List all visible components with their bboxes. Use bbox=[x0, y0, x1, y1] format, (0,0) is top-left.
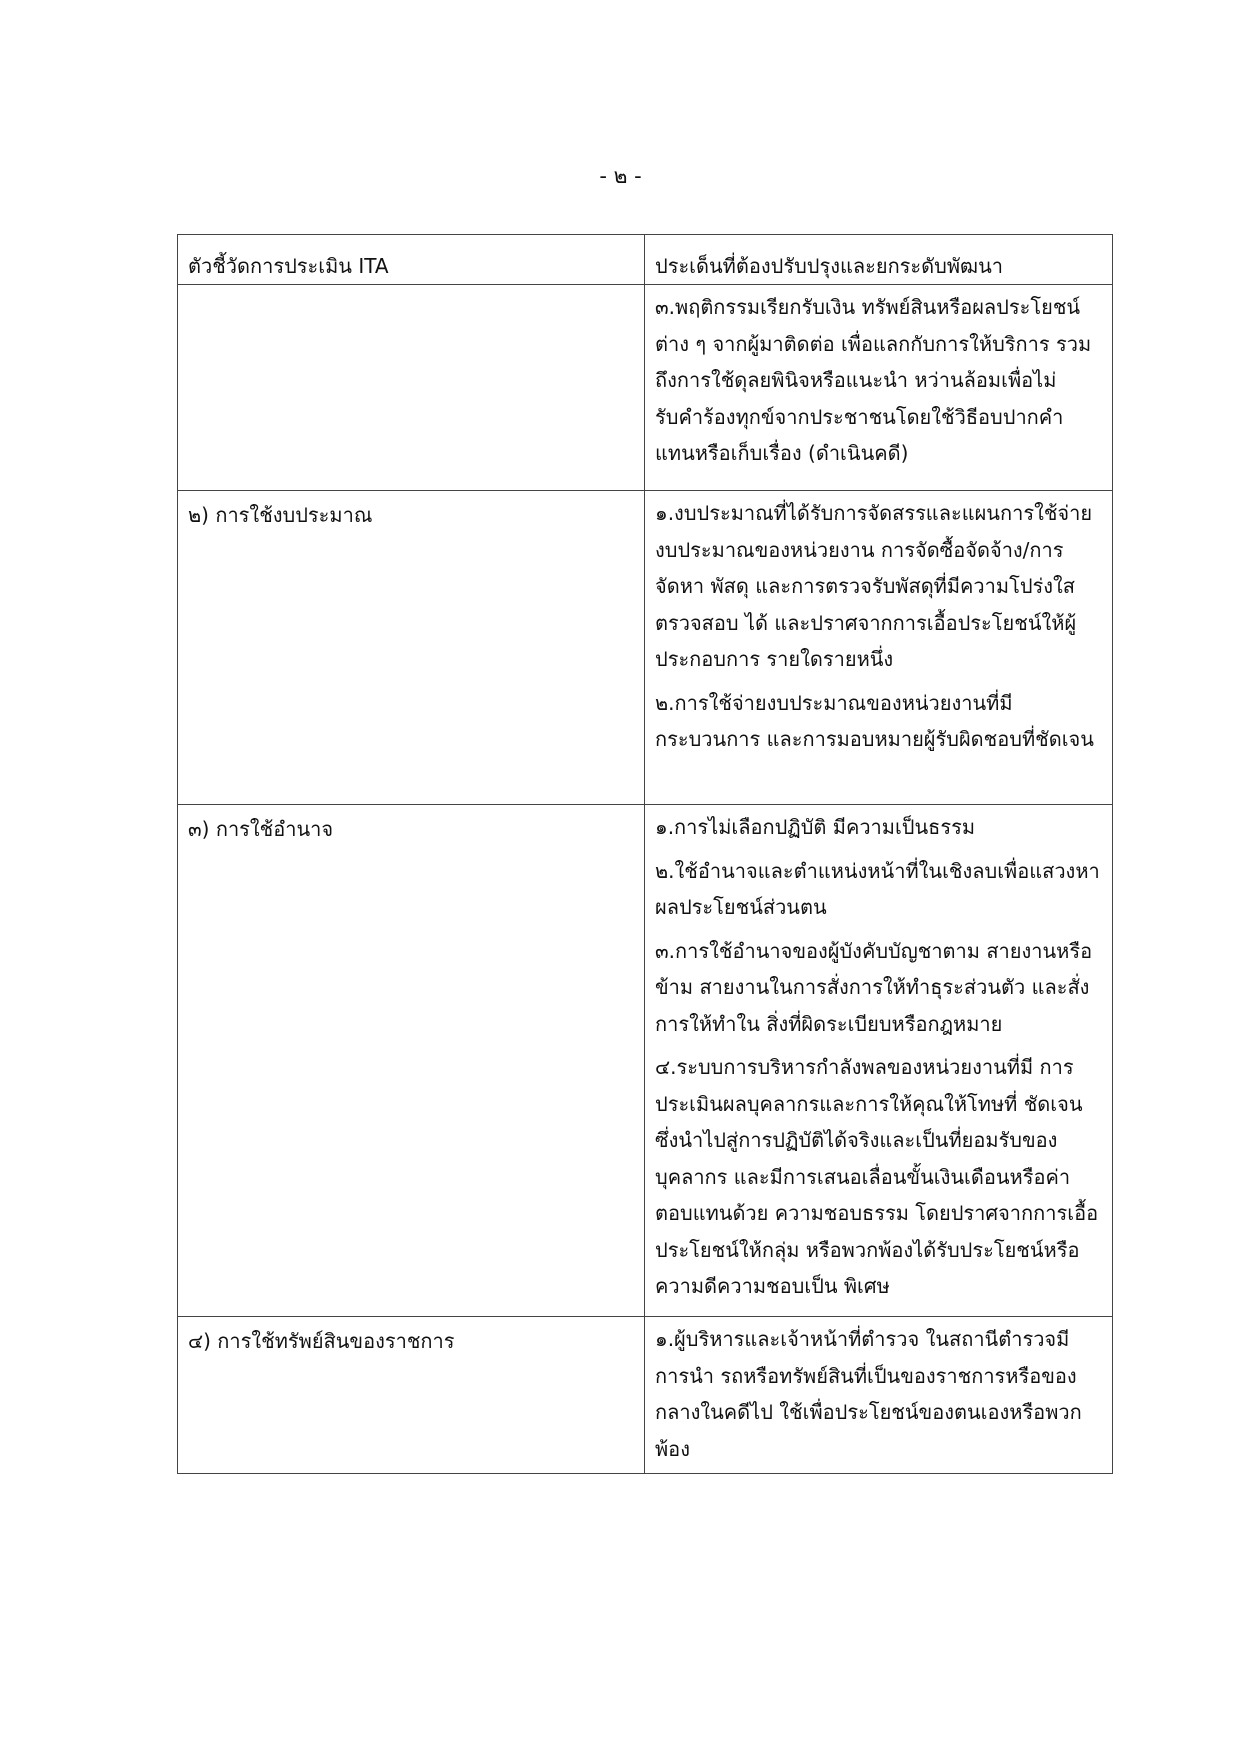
table-header-row bbox=[178, 235, 1113, 285]
ita-assessment-table bbox=[177, 234, 1113, 1474]
indicator-cell bbox=[178, 285, 645, 491]
indicator-cell: ๒) การใช้งบประมาณ bbox=[178, 491, 645, 805]
header-indicator: ตัวชี้วัดการประเมิน ITA bbox=[178, 235, 645, 285]
issue-item: ๑.การไม่เลือกปฏิบัติ มีความเป็นธรรม bbox=[655, 815, 976, 839]
issue-item: ๑.งบประมาณที่ได้รับการจัดสรรและแผนการใช้จ่าย งบประมาณของหน่วยงาน การจัดซื้อจัดจ้าง/การจัดหา พัสดุ และการตรวจรับพัสดุที่มีความโปร่งใส ตรวจสอบ ได้ และปราศจากการเอื้อประโยชน์ให้ผู้ประกอบการ รายใดรายหนึ่ง bbox=[655, 501, 1093, 671]
issues-cell bbox=[645, 805, 1113, 1317]
issues-cell bbox=[645, 491, 1113, 805]
table-row bbox=[178, 1317, 1113, 1474]
header-issues: ประเด็นที่ต้องปรับปรุงและยกระดับพัฒนา bbox=[645, 235, 1113, 285]
issue-item: ๒.การใช้จ่ายงบประมาณของหน่วยงานที่มีกระบวนการ และการมอบหมายผู้รับผิดชอบที่ชัดเจน bbox=[655, 690, 1094, 751]
page-number: - ๒ - bbox=[599, 164, 642, 188]
table-row bbox=[178, 805, 1113, 1317]
indicator-cell: ๓) การใช้อำนาจ bbox=[178, 805, 645, 1317]
indicator-cell: ๔) การใช้ทรัพย์สินของราชการ bbox=[178, 1317, 645, 1474]
issues-cell bbox=[645, 1317, 1113, 1474]
issue-item: ๑.ผู้บริหารและเจ้าหน้าที่ตำรวจ ในสถานีตำรวจมีการนำ รถหรือทรัพย์สินที่เป็นของราชการหรือของกลางในคดีไป ใช้เพื่อประโยชน์ของตนเองหรือพวกพ้อง bbox=[655, 1327, 1082, 1461]
issue-item: ๔.ระบบการบริหารกำลังพลของหน่วยงานที่มี การประเมินผลบุคลากรและการให้คุณให้โทษที่ ชัดเจน ซึ่งนำไปสู่การปฏิบัติได้จริงและเป็นที่ยอมรับของบุคลากร และมีการเสนอเลื่อนขั้นเงินเดือนหรือค่าตอบแทนด้วย ความชอบธรรม โดยปราศจากการเอื้อประโยชน์ให้กลุ่ม หรือพวกพ้องได้รับประโยชน์หรือ ความดีความชอบเป็น พิเศษ bbox=[655, 1055, 1099, 1298]
issue-item: ๓.การใช้อำนาจของผู้บังคับบัญชาตาม สายงานหรือข้าม สายงานในการสั่งการให้ทำธุระส่วนตัว และสั่งการให้ทำใน สิ่งที่ผิดระเบียบหรือกฎหมาย bbox=[655, 938, 1093, 1036]
table-row bbox=[178, 491, 1113, 805]
table-row bbox=[178, 285, 1113, 491]
issue-item: ๒.ใช้อำนาจและตำแหน่งหน้าที่ในเชิงลบเพื่อแสวงหา ผลประโยชน์ส่วนตน bbox=[655, 858, 1100, 919]
issue-item: ๓.พฤติกรรมเรียกรับเงิน ทรัพย์สินหรือผลประโยชน์ต่าง ๆ จากผู้มาติดต่อ เพื่อแลกกับการให้บริการ รวมถึงการใช้ดุลยพินิจหรือแนะนำ หว่านล้อมเพื่อไม่รับคำร้องทุกข์จากประชาชนโดยใช้วิธีอบปากคำแทนหรือเก็บเรื่อง (ดำเนินคดี) bbox=[655, 295, 1092, 465]
issues-cell bbox=[645, 285, 1113, 491]
